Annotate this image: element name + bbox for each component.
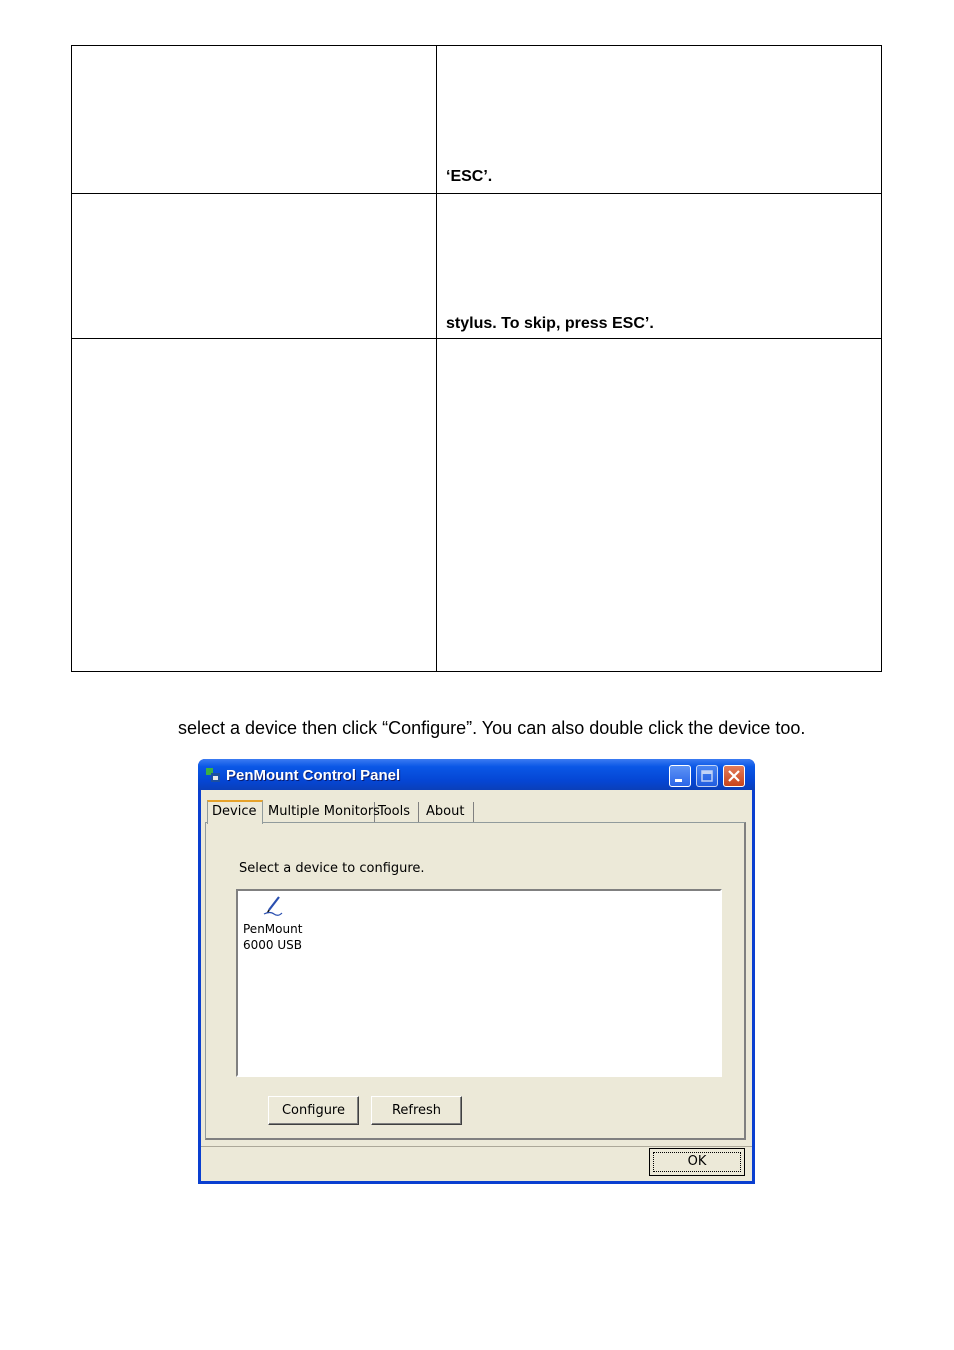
close-icon [724, 766, 744, 786]
instruction-table [71, 45, 882, 672]
minimize-button[interactable] [669, 765, 691, 787]
title-bar[interactable] [198, 759, 755, 790]
column-divider [436, 193, 437, 338]
maximize-icon [697, 766, 717, 786]
table-row [72, 338, 881, 671]
refresh-button[interactable]: Refresh [371, 1096, 462, 1125]
minimize-icon [670, 766, 690, 786]
ok-button[interactable] [649, 1148, 745, 1176]
maximize-button[interactable] [696, 765, 718, 787]
tab-multiple-monitors[interactable]: Multiple Monitors [264, 802, 375, 822]
tab-about[interactable]: About [422, 802, 474, 822]
device-tab-panel [205, 822, 746, 1140]
select-device-label: Select a device to configure. [239, 861, 425, 876]
window-client-area [201, 790, 752, 1181]
divider [201, 1146, 752, 1147]
device-name: PenMount 6000 USB [243, 922, 303, 952]
device-list[interactable] [236, 889, 722, 1077]
column-divider [436, 338, 437, 671]
tab-tools[interactable]: Tools [374, 802, 419, 822]
ok-button-label: OK [653, 1152, 741, 1172]
tab-device[interactable]: Device [207, 800, 263, 824]
close-button[interactable] [723, 765, 745, 787]
window-title: PenMount Control Panel [226, 767, 401, 784]
table-cell-text: ‘ESC’. [446, 168, 493, 185]
table-row [72, 193, 881, 339]
penmount-control-panel-window [198, 759, 755, 1184]
pen-stylus-icon [262, 895, 284, 917]
column-divider [436, 46, 437, 193]
instruction-text: select a device then click “Configure”. You can also double click the device too. [178, 718, 806, 738]
table-row [72, 46, 881, 194]
penmount-app-icon [205, 767, 221, 783]
configure-button[interactable]: Configure [268, 1096, 359, 1125]
table-cell-text: stylus. To skip, press ESC’. [446, 315, 654, 332]
